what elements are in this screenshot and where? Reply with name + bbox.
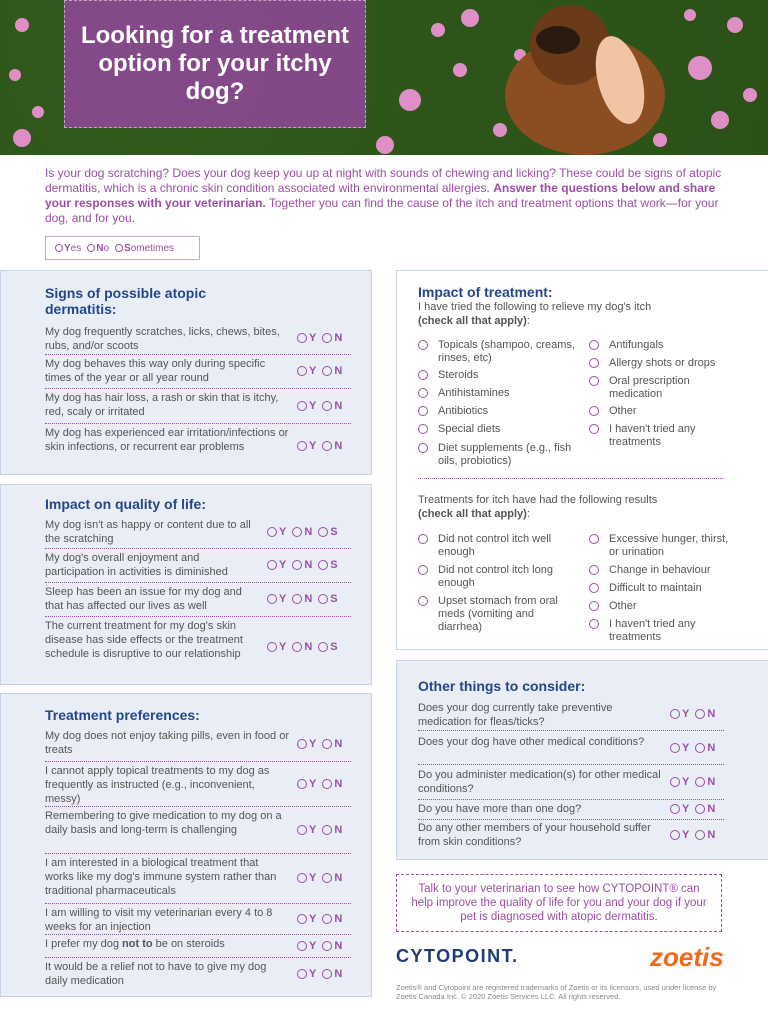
checkbox-item[interactable] — [418, 423, 578, 436]
option-y-label: Y — [309, 365, 317, 377]
radio-circle-icon[interactable] — [297, 779, 307, 789]
checkbox-item[interactable] — [418, 369, 578, 382]
checkbox-label: Topicals (shampoo, creams, rinses, etc) — [438, 339, 575, 364]
checkbox-circle-icon[interactable] — [418, 596, 428, 606]
radio-circle-icon[interactable] — [322, 401, 332, 411]
legend-no: No — [87, 243, 109, 254]
option-y-label: Y — [682, 708, 690, 720]
radio-circle-icon[interactable] — [267, 527, 277, 537]
option-n[interactable] — [322, 968, 342, 980]
radio-circle-icon[interactable] — [670, 709, 680, 719]
intro-text-2: Together you can find the cause of the itch and treatment options that work—for your dog, and for you. — [45, 196, 719, 225]
question-0-options — [297, 738, 342, 750]
checkbox-label: Difficult to maintain — [609, 582, 702, 594]
callout-box — [396, 874, 722, 932]
checkbox-circle-icon[interactable] — [589, 340, 599, 350]
radio-circle-icon[interactable] — [322, 825, 332, 835]
option-n[interactable] — [322, 332, 342, 344]
checkbox-circle-icon[interactable] — [589, 619, 599, 629]
option-s-label: S — [330, 593, 338, 605]
question-text: It would be a relief not to have to give my dog daily medication — [45, 961, 267, 987]
question-1-options — [297, 778, 342, 790]
option-y-label: Y — [309, 399, 317, 412]
checkbox-label: Excessive hunger, thirst, or urination — [609, 533, 729, 558]
question-text: Does your dog have other medical conditions? — [418, 736, 645, 748]
radio-circle-icon[interactable] — [695, 830, 705, 840]
option-n-label: N — [304, 525, 313, 538]
radio-circle-icon[interactable] — [322, 333, 332, 343]
checkbox-label: Upset stomach from oral meds (vomiting and diarrhea) — [438, 595, 558, 633]
impact-card — [396, 270, 768, 650]
option-n-label: N — [707, 803, 716, 815]
question-1-options — [670, 742, 715, 754]
question-2-options — [267, 593, 338, 605]
option-y-label: Y — [309, 912, 317, 925]
checkbox-item[interactable] — [589, 618, 739, 644]
option-n-label: N — [334, 365, 343, 377]
checkbox-circle-icon[interactable] — [589, 534, 599, 544]
checkbox-label: I haven't tried any treatments — [609, 618, 696, 643]
answer-legend — [45, 236, 200, 260]
radio-circle-icon[interactable] — [318, 527, 328, 537]
impact-divider — [418, 478, 723, 479]
option-y-label: Y — [682, 803, 690, 815]
question-text: My dog frequently scratches, licks, chews, bites, rubs, and/or scoots — [45, 326, 280, 352]
question-text: My dog has experienced ear irritation/infections or skin infections, or recurrent ear problems — [45, 427, 289, 453]
question-text: My dog has hair loss, a rash or skin that is itchy, red, scaly or irritated — [45, 392, 279, 418]
option-n-label: N — [334, 737, 343, 750]
radio-circle-icon[interactable] — [297, 333, 307, 343]
checkbox-label: Other — [609, 405, 637, 417]
intro-text-1: Is your dog scratching? Does your dog keep you up at night with sounds of chewing and licking? These could be signs of atopic dermatitis, which is a chronic skin condition associated with environmental allergies. — [45, 166, 722, 195]
radio-circle-icon[interactable] — [695, 743, 705, 753]
radio-circle-icon[interactable] — [322, 366, 332, 376]
radio-circle-icon[interactable] — [297, 739, 307, 749]
prefs-card — [0, 693, 372, 997]
checkbox-item[interactable] — [589, 600, 739, 613]
question-text: I am interested in a biological treatment that works like my dog's immune system rather than traditional pharmaceuticals — [45, 857, 277, 897]
radio-circle-icon[interactable] — [670, 830, 680, 840]
option-y-label: Y — [682, 742, 690, 754]
question-0-options — [297, 332, 342, 344]
page-title: Looking for a treatment option for your itchy dog? — [80, 22, 350, 105]
checkbox-item[interactable] — [589, 405, 739, 418]
option-n[interactable] — [695, 829, 715, 841]
checkbox-circle-icon[interactable] — [589, 376, 599, 386]
radio-circle-icon[interactable] — [297, 873, 307, 883]
option-y[interactable] — [297, 778, 316, 790]
option-n-label: N — [304, 593, 313, 605]
option-y-label: Y — [309, 872, 317, 884]
option-y[interactable] — [297, 738, 316, 750]
question-text: Remembering to give medication to my dog on a daily basis and long-term is challenging — [45, 810, 282, 836]
question-text: Do you have more than one dog? — [418, 803, 582, 815]
option-n[interactable] — [322, 440, 342, 452]
radio-circle-icon[interactable] — [322, 779, 332, 789]
radio-circle-icon[interactable] — [297, 366, 307, 376]
checkbox-label: Antibiotics — [438, 405, 489, 417]
checkbox-item[interactable] — [418, 595, 568, 634]
option-y[interactable] — [670, 829, 689, 841]
radio-circle-icon[interactable] — [670, 777, 680, 787]
question-3-options — [267, 641, 338, 653]
pref-text-tail: be on steroids — [152, 938, 225, 950]
radio-circle-icon[interactable] — [292, 527, 302, 537]
pref-text-start: I prefer my dog — [45, 938, 123, 950]
checkbox-circle-icon[interactable] — [418, 340, 428, 350]
impact-sub1: I have tried the following to relieve my dog's itch (check all that apply): — [418, 301, 652, 327]
impact-sub2: Treatments for itch have had the following results (check all that apply): — [418, 494, 658, 520]
option-s[interactable] — [318, 526, 337, 538]
question-text — [45, 937, 289, 951]
option-y-label: Y — [309, 823, 317, 836]
legend-sometimes: Sometimes — [115, 243, 174, 254]
option-y-label: Y — [309, 332, 317, 344]
checkbox-circle-icon[interactable] — [418, 370, 428, 380]
radio-circle-icon[interactable] — [297, 941, 307, 951]
option-y[interactable] — [297, 440, 316, 452]
prefs-title: Treatment preferences: — [45, 707, 200, 723]
option-s-label: S — [330, 525, 338, 538]
hero-title-box — [64, 0, 366, 128]
option-n-label: N — [334, 777, 343, 790]
question-2-options — [297, 824, 342, 836]
question-text: My dog does not enjoy taking pills, even in food or treats — [45, 730, 289, 756]
radio-circle-icon[interactable] — [670, 743, 680, 753]
question-text: I am willing to visit my veterinarian every 4 to 8 weeks for an injection — [45, 907, 273, 933]
option-n-label: N — [304, 641, 313, 653]
quality-title: Impact on quality of life: — [45, 496, 207, 512]
option-n[interactable] — [292, 559, 312, 571]
hero-banner — [0, 0, 768, 155]
option-y-label: Y — [309, 939, 317, 952]
checkbox-circle-icon[interactable] — [418, 443, 428, 453]
checkbox-label: Change in behaviour — [609, 564, 711, 576]
checkbox-label: Oral prescription medication — [609, 375, 690, 400]
question-text: Do you administer medication(s) for other medical conditions? — [418, 769, 661, 795]
option-y[interactable] — [267, 526, 286, 538]
callout-text: Talk to your veterinarian to see how CYTOPOINT® can help improve the quality of life for you and your dog if your pet is diagnosed with atopic dermatitis. — [411, 883, 707, 923]
question-0-options — [670, 708, 715, 720]
option-n-label: N — [334, 968, 343, 980]
checkbox-label: Diet supplements (e.g., fish oils, probiotics) — [438, 442, 572, 467]
radio-circle-icon[interactable] — [297, 969, 307, 979]
radio-circle-icon[interactable] — [695, 777, 705, 787]
option-y-label: Y — [309, 440, 317, 452]
question-text: My dog's overall enjoyment and participation in activities is diminished — [45, 552, 228, 578]
radio-circle-icon[interactable] — [322, 941, 332, 951]
radio-circle-icon[interactable] — [297, 441, 307, 451]
question-3-options — [670, 803, 715, 815]
radio-circle-icon[interactable] — [267, 560, 277, 570]
question-text: I cannot apply topical treatments to my dog as frequently as instructed (e.g., inconvenient, messy) — [45, 765, 270, 805]
question-3-options — [297, 440, 342, 452]
signs-title: Signs of possible atopic dermatitis: — [45, 285, 207, 317]
option-n[interactable] — [292, 641, 312, 653]
question-2-options — [670, 776, 715, 788]
question-text: My dog behaves this way only during specific times of the year or all year round — [45, 358, 266, 384]
option-y[interactable] — [267, 559, 286, 571]
option-n-label: N — [707, 776, 716, 788]
radio-circle-icon[interactable] — [297, 825, 307, 835]
option-n-label: N — [707, 742, 716, 754]
checkbox-circle-icon[interactable] — [589, 583, 599, 593]
legal-text: Zoetis® and Cytopoint are registered trademarks of Zoetis or its licensors, used under license by Zoetis Canada Inc. © 2020 Zoetis Services LLC. All rights reserved. — [396, 983, 717, 1001]
option-y[interactable] — [297, 968, 316, 980]
checkbox-circle-icon[interactable] — [589, 406, 599, 416]
question-text: Sleep has been an issue for my dog and that has affected our lives as well — [45, 586, 242, 612]
option-y[interactable] — [297, 872, 316, 884]
checkbox-circle-icon[interactable] — [589, 358, 599, 368]
question-1-options — [267, 559, 338, 571]
option-n[interactable] — [695, 776, 715, 788]
option-n-label: N — [707, 708, 716, 720]
checkbox-circle-icon[interactable] — [418, 388, 428, 398]
impact-title: Impact of treatment: — [418, 284, 553, 300]
option-y[interactable] — [297, 332, 316, 344]
option-y[interactable] — [297, 824, 316, 836]
option-s[interactable] — [318, 641, 337, 653]
option-n-label: N — [334, 332, 343, 344]
radio-circle-icon[interactable] — [695, 709, 705, 719]
option-n[interactable] — [695, 708, 715, 720]
option-n-label: N — [334, 872, 343, 884]
checkbox-label: Special diets — [438, 423, 501, 435]
intro-paragraph — [45, 166, 725, 226]
question-3-options — [297, 872, 342, 884]
option-n-label: N — [707, 829, 716, 841]
option-y-label: Y — [279, 641, 287, 653]
checkbox-item[interactable] — [418, 387, 578, 400]
checkbox-item[interactable] — [418, 339, 578, 365]
checkbox-label: Other — [609, 600, 637, 612]
option-y[interactable] — [297, 400, 316, 412]
option-n[interactable] — [322, 365, 342, 377]
checkbox-label: Steroids — [438, 369, 479, 381]
radio-circle-icon[interactable] — [322, 441, 332, 451]
checkbox-circle-icon[interactable] — [418, 534, 428, 544]
option-n[interactable] — [695, 803, 715, 815]
option-y-label: Y — [279, 559, 287, 571]
radio-circle-icon[interactable] — [322, 969, 332, 979]
checkbox-item[interactable] — [589, 582, 739, 595]
checkbox-circle-icon[interactable] — [418, 424, 428, 434]
option-n[interactable] — [322, 872, 342, 884]
option-n-label: N — [334, 399, 343, 412]
other-title: Other things to consider: — [418, 678, 586, 694]
question-text: My dog isn't as happy or content due to all the scratching — [45, 519, 251, 545]
option-y[interactable] — [267, 593, 286, 605]
option-y[interactable] — [670, 776, 689, 788]
option-y[interactable] — [297, 913, 316, 925]
checkbox-item[interactable] — [589, 533, 739, 559]
option-s[interactable] — [318, 559, 337, 571]
radio-circle-icon[interactable] — [318, 594, 328, 604]
option-n-label: N — [334, 440, 343, 452]
question-5-options — [297, 940, 342, 952]
checkbox-item[interactable] — [589, 423, 739, 449]
option-y-label: Y — [279, 593, 287, 605]
option-n[interactable] — [292, 593, 312, 605]
option-n-label: N — [304, 559, 313, 571]
option-y[interactable] — [670, 708, 689, 720]
question-4-options — [297, 913, 342, 925]
intro-bold: Answer the questions below and share your responses with your veterinarian. — [45, 181, 716, 210]
checkbox-label: Antihistamines — [438, 387, 510, 399]
checkbox-label: Antifungals — [609, 339, 664, 351]
radio-circle-icon[interactable] — [318, 560, 328, 570]
checkbox-label: Did not control itch long enough — [438, 564, 553, 589]
option-y[interactable] — [670, 742, 689, 754]
option-n[interactable] — [322, 824, 342, 836]
radio-circle-icon[interactable] — [292, 594, 302, 604]
option-y-label: Y — [309, 737, 317, 750]
checkbox-label: I haven't tried any treatments — [609, 423, 696, 448]
option-n[interactable] — [695, 742, 715, 754]
checkbox-item[interactable] — [589, 357, 739, 370]
radio-circle-icon[interactable] — [322, 739, 332, 749]
radio-circle-icon[interactable] — [292, 642, 302, 652]
signs-card — [0, 270, 372, 475]
question-1-options — [297, 365, 342, 377]
quality-card — [0, 484, 372, 685]
question-6-options — [297, 968, 342, 980]
legend-yes: Yes — [55, 243, 81, 254]
question-text: The current treatment for my dog's skin disease has side effects or the treatment schedule is disruptive to our relationship — [45, 620, 243, 660]
pref-text-bold: not to — [122, 938, 153, 950]
option-y-label: Y — [279, 525, 287, 538]
checkbox-item[interactable] — [418, 564, 568, 590]
option-s[interactable] — [318, 593, 337, 605]
checkbox-circle-icon[interactable] — [418, 565, 428, 575]
option-n-label: N — [334, 823, 343, 836]
option-n[interactable] — [322, 778, 342, 790]
option-n[interactable] — [322, 913, 342, 925]
option-y-label: Y — [309, 968, 317, 980]
checkbox-item[interactable] — [418, 533, 568, 559]
option-y[interactable] — [670, 803, 689, 815]
radio-circle-icon[interactable] — [297, 914, 307, 924]
radio-circle-icon[interactable] — [322, 914, 332, 924]
radio-circle-icon[interactable] — [322, 873, 332, 883]
option-y-label: Y — [309, 777, 317, 790]
cytopoint-logo: CYTOPOINT. — [396, 946, 519, 966]
checkbox-label: Allergy shots or drops — [609, 357, 716, 369]
radio-circle-icon[interactable] — [695, 804, 705, 814]
radio-circle-icon[interactable] — [267, 594, 277, 604]
zoetis-logo: zoetis — [650, 942, 724, 972]
option-y[interactable] — [267, 641, 286, 653]
option-y-label: Y — [682, 776, 690, 788]
radio-circle-icon[interactable] — [670, 804, 680, 814]
checkbox-item[interactable] — [418, 442, 578, 468]
radio-circle-icon[interactable] — [292, 560, 302, 570]
option-y[interactable] — [297, 365, 316, 377]
radio-circle-icon[interactable] — [318, 642, 328, 652]
radio-circle-icon[interactable] — [297, 401, 307, 411]
option-n[interactable] — [322, 400, 342, 412]
option-n[interactable] — [292, 526, 312, 538]
option-y-label: Y — [682, 829, 690, 841]
question-text: Does your dog currently take preventive medication for fleas/ticks? — [418, 702, 613, 728]
checkbox-circle-icon[interactable] — [589, 565, 599, 575]
other-card — [396, 660, 768, 860]
option-s-label: S — [330, 559, 338, 571]
option-n-label: N — [334, 939, 343, 952]
checkbox-item[interactable] — [418, 405, 578, 418]
checkbox-item[interactable] — [589, 564, 739, 577]
option-n-label: N — [334, 912, 343, 925]
checkbox-item[interactable] — [589, 339, 739, 352]
option-y[interactable] — [297, 940, 316, 952]
checkbox-circle-icon[interactable] — [589, 601, 599, 611]
question-4-options — [670, 829, 715, 841]
radio-circle-icon[interactable] — [267, 642, 277, 652]
checkbox-label: Did not control itch well enough — [438, 533, 552, 558]
checkbox-item[interactable] — [589, 375, 739, 401]
option-n[interactable] — [322, 940, 342, 952]
checkbox-circle-icon[interactable] — [418, 406, 428, 416]
checkbox-circle-icon[interactable] — [589, 424, 599, 434]
option-n[interactable] — [322, 738, 342, 750]
question-2-options — [297, 400, 342, 412]
question-text: Do any other members of your household suffer from skin conditions? — [418, 822, 651, 848]
question-0-options — [267, 526, 338, 538]
option-s-label: S — [330, 641, 338, 653]
